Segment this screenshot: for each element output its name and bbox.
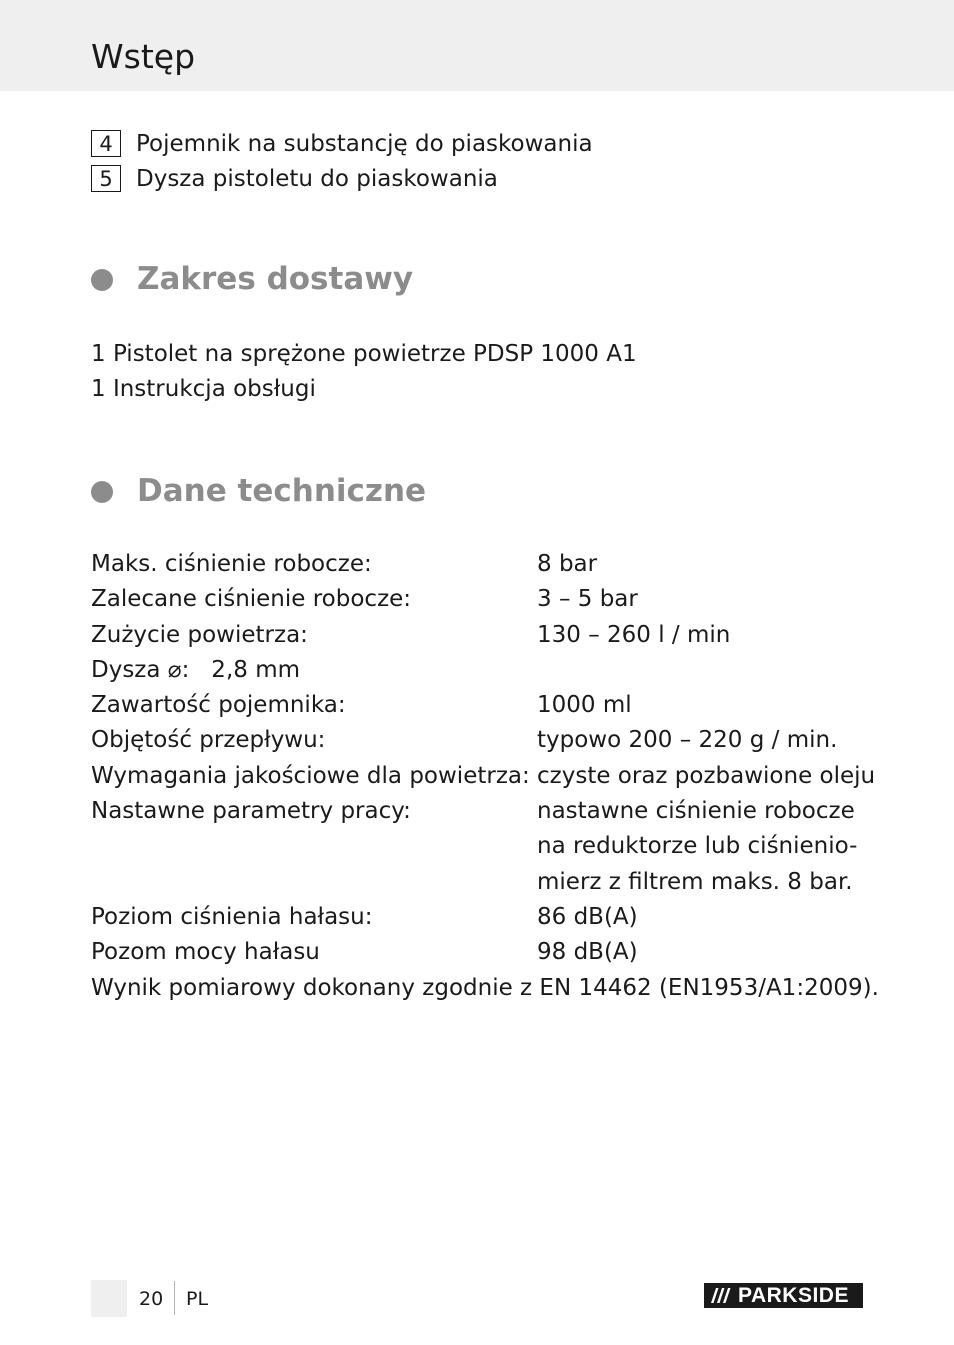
footer-box: [91, 1280, 127, 1317]
section-title: Dane techniczne: [137, 473, 427, 509]
spec-label: Nastawne parametry pracy:: [91, 798, 411, 825]
spec-inline: Dysza ⌀: 2,8 mm: [91, 656, 301, 683]
spec-label: Wymagania jakościowe dla powietrza:: [91, 762, 530, 789]
part-label: Pojemnik na substancję do piaskowania: [136, 130, 593, 157]
section-title: Zakres dostawy: [137, 261, 414, 297]
part-label: Dysza pistoletu do piaskowania: [136, 165, 498, 192]
spec-table: [91, 547, 879, 1006]
bullet-icon: [91, 269, 113, 291]
spec-value: 98 dB(A): [537, 939, 638, 966]
brand-name: PARKSIDE: [738, 1284, 849, 1307]
spec-value: typowo 200 – 220 g / min.: [537, 727, 838, 754]
spec-label: Objętość przepływu:: [91, 727, 326, 754]
spec-label: Maks. ciśnienie robocze:: [91, 551, 372, 577]
measurement-note: Wynik pomiarowy dokonany zgodnie z EN 14462 (EN1953/A1:2009).: [91, 974, 879, 1001]
spec-label: Pozom mocy hałasu: [91, 939, 320, 966]
footer-divider: [174, 1281, 175, 1315]
page-title: Wstęp: [91, 37, 196, 76]
spec-value: 1000 ml: [537, 692, 632, 719]
parts-list: [91, 126, 593, 196]
page-header: [0, 0, 954, 91]
table-row: [91, 582, 879, 617]
section-tech-heading: [91, 473, 427, 509]
spec-value: 3 – 5 bar: [537, 586, 638, 613]
spec-value: 8 bar: [537, 551, 598, 577]
list-item: 1 Pistolet na sprężone powietrze PDSP 1000 A1: [91, 341, 637, 367]
part-number-box: 5: [91, 165, 121, 192]
table-row: [91, 688, 879, 723]
table-row: [91, 935, 879, 970]
table-row: [91, 759, 879, 794]
spec-value-line: mierz z filtrem maks. 8 bar.: [537, 868, 853, 895]
brand-logo: [704, 1283, 863, 1308]
table-row: [91, 723, 879, 758]
list-item: [91, 161, 593, 196]
delivery-list: [91, 337, 637, 407]
list-item: 1 Instrukcja obsługi: [91, 376, 316, 402]
list-item: [91, 126, 593, 161]
brand-stripes-icon: [704, 1283, 736, 1308]
spec-label: Zużycie powietrza:: [91, 621, 308, 648]
bullet-icon: [91, 481, 113, 503]
language-code: PL: [186, 1288, 209, 1310]
spec-value-line: nastawne ciśnienie robocze: [537, 798, 855, 825]
table-row: [91, 794, 879, 900]
table-row: [91, 547, 879, 582]
spec-label: Zawartość pojemnika:: [91, 692, 346, 719]
spec-label: Poziom ciśnienia hałasu:: [91, 903, 373, 930]
table-row: [91, 618, 879, 653]
spec-label: Zalecane ciśnienie robocze:: [91, 586, 412, 613]
page-number: 20: [139, 1288, 164, 1310]
table-row: [91, 653, 879, 688]
part-number-box: 4: [91, 130, 121, 157]
spec-value: czyste oraz pozbawione oleju: [537, 762, 876, 789]
spec-value-line: na reduktorze lub ciśnienio-: [537, 833, 858, 860]
spec-value: 130 – 260 l / min: [537, 621, 731, 648]
table-row: [91, 900, 879, 935]
section-delivery-heading: [91, 261, 414, 297]
spec-value: 86 dB(A): [537, 903, 638, 930]
